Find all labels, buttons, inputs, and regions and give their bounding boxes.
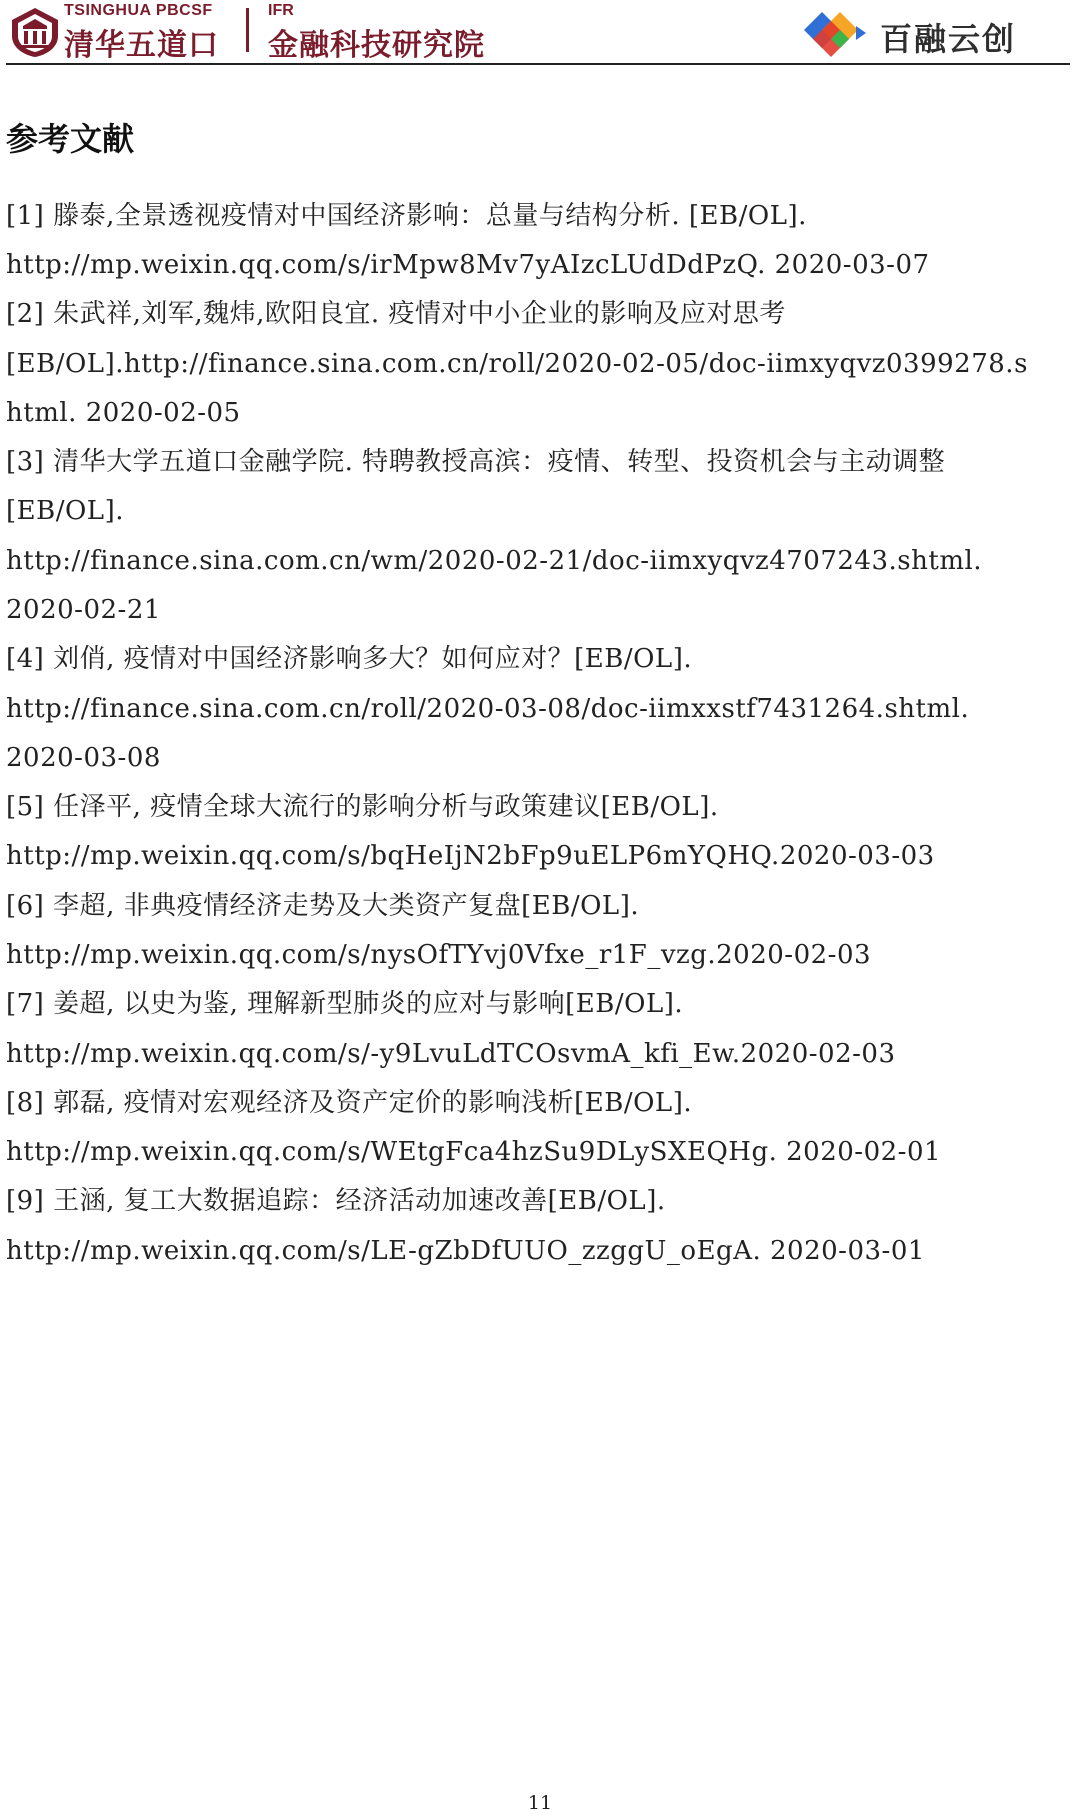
reference-line: http://mp.weixin.qq.com/s/LE-gZbDfUUO_zzggU_oEgA. 2020-03-01 <box>6 1236 925 1266</box>
reference-line: [4] 刘俏, 疫情对中国经济影响多大？如何应对？[EB/OL]. <box>6 644 693 674</box>
reference-line: 2020-02-21 <box>6 595 161 625</box>
tsinghua-pbcsf-logo <box>8 6 62 58</box>
logo-divider <box>246 8 249 52</box>
reference-line: http://mp.weixin.qq.com/s/irMpw8Mv7yAIzcLUdDdPzQ. 2020-03-07 <box>6 250 930 280</box>
reference-line: [3] 清华大学五道口金融学院. 特聘教授高滨：疫情、转型、投资机会与主动调整 <box>6 447 946 477</box>
tsinghua-logo-en: TSINGHUA PBCSF <box>64 2 213 19</box>
reference-line: [EB/OL]. <box>6 496 124 526</box>
reference-line: [8] 郭磊, 疫情对宏观经济及资产定价的影响浅析[EB/OL]. <box>6 1088 693 1118</box>
reference-line: [6] 李超, 非典疫情经济走势及大类资产复盘[EB/OL]. <box>6 891 640 921</box>
reference-line: http://mp.weixin.qq.com/s/-y9LvuLdTCOsvmA_kfi_Ew.2020-02-03 <box>6 1039 896 1069</box>
references-heading: 参考文献 <box>6 120 135 158</box>
reference-line: html. 2020-02-05 <box>6 398 241 428</box>
ifr-logo-en: IFR <box>268 2 294 19</box>
reference-line: [1] 滕泰,全景透视疫情对中国经济影响：总量与结构分析. [EB/OL]. <box>6 201 807 231</box>
page-number: 11 <box>527 1792 553 1814</box>
bairong-logo-name: 百融云创 <box>880 20 1017 58</box>
reference-line: [EB/OL].http://finance.sina.com.cn/roll/2020-02-05/doc-iimxyqvz0399278.s <box>6 349 1028 379</box>
reference-line: 2020-03-08 <box>6 743 161 773</box>
reference-line: http://finance.sina.com.cn/wm/2020-02-21/doc-iimxyqvz4707243.shtml. <box>6 546 983 576</box>
reference-line: http://mp.weixin.qq.com/s/bqHeIjN2bFp9uELP6mYQHQ.2020-03-03 <box>6 841 935 871</box>
reference-line: [2] 朱武祥,刘军,魏炜,欧阳良宜. 疫情对中小企业的影响及应对思考 <box>6 299 786 329</box>
tsinghua-logo-cn: 清华五道口 <box>64 28 219 63</box>
page-header <box>0 0 1080 66</box>
bairong-diamond-icon <box>800 8 872 58</box>
tsinghua-crest-icon <box>8 6 62 58</box>
reference-line: [9] 王涵, 复工大数据追踪：经济活动加速改善[EB/OL]. <box>6 1186 666 1216</box>
reference-line: http://mp.weixin.qq.com/s/nysOfTYvj0Vfxe_r1F_vzg.2020-02-03 <box>6 940 872 970</box>
ifr-logo-cn: 金融科技研究院 <box>268 28 485 63</box>
reference-line: [7] 姜超, 以史为鉴, 理解新型肺炎的应对与影响[EB/OL]. <box>6 989 684 1019</box>
reference-line: http://mp.weixin.qq.com/s/WEtgFca4hzSu9DLySXEQHg. 2020-02-01 <box>6 1137 942 1167</box>
header-divider-line <box>6 63 1070 65</box>
reference-line: http://finance.sina.com.cn/roll/2020-03-08/doc-iimxxstf7431264.shtml. <box>6 694 970 724</box>
reference-line: [5] 任泽平, 疫情全球大流行的影响分析与政策建议[EB/OL]. <box>6 792 719 822</box>
